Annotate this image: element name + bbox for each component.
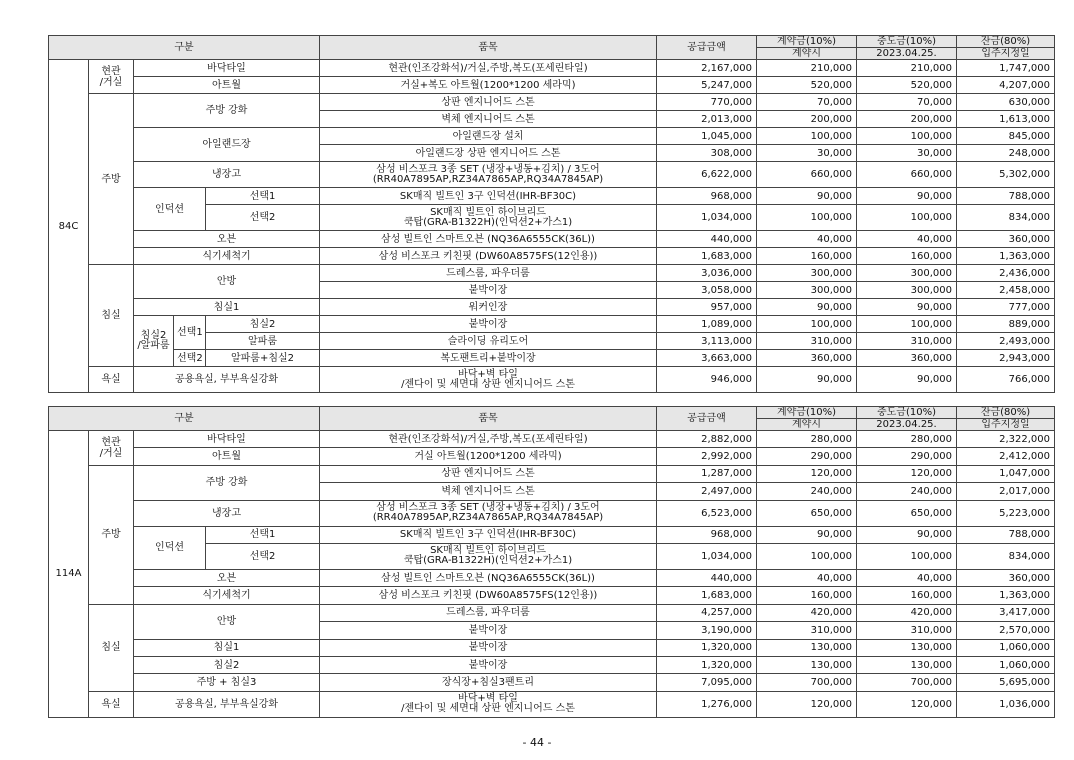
table-cell: 650,000 [757, 500, 857, 526]
table-cell: 90,000 [857, 526, 957, 543]
table-cell: 공용욕실, 부부욕실강화 [134, 691, 320, 717]
option-price-table-114a [48, 406, 1055, 718]
table-cell: 6,622,000 [657, 162, 757, 188]
group-bath: 욕실 [89, 367, 134, 393]
table-cell: 130,000 [757, 639, 857, 656]
table-cell: 바닥타일 [134, 60, 320, 77]
table-cell: 5,695,000 [957, 674, 1055, 691]
table-cell: 바닥+벽 타일 /젠다이 및 세면대 상판 엔지니어드 스톤 [320, 367, 657, 393]
table-cell: 3,663,000 [657, 350, 757, 367]
table-cell: 70,000 [757, 94, 857, 111]
table-cell: 40,000 [857, 231, 957, 248]
table-cell: 2,943,000 [957, 350, 1055, 367]
table-row [49, 188, 1055, 205]
table-cell: 360,000 [957, 231, 1055, 248]
table-cell: 안방 [134, 265, 320, 299]
table-row [49, 299, 1055, 316]
table-cell: 160,000 [857, 248, 957, 265]
table-cell: 1,089,000 [657, 316, 757, 333]
table-cell: 침실2 [206, 316, 320, 333]
table-cell: 650,000 [857, 500, 957, 526]
table-cell: 946,000 [657, 367, 757, 393]
table-cell: 660,000 [757, 162, 857, 188]
header-supply: 공급금액 [657, 407, 757, 431]
table-cell: 상판 엔지니어드 스톤 [320, 465, 657, 482]
table-cell: 1,747,000 [957, 60, 1055, 77]
table-cell: SK매직 빌트인 하이브리드 쿡탑(GRA-B1322H)(인덕션2+가스1) [320, 543, 657, 569]
table-cell: 440,000 [657, 569, 757, 586]
table-cell: 5,302,000 [957, 162, 1055, 188]
table-cell: 1,683,000 [657, 587, 757, 604]
header-middle: 중도금(10%) [857, 407, 957, 419]
table-cell: 130,000 [857, 639, 957, 656]
table-cell: 공용욕실, 부부욕실강화 [134, 367, 320, 393]
table-cell: 침실2 /알파룸 [134, 316, 174, 367]
table-cell: 3,036,000 [657, 265, 757, 282]
table-cell: 선택2 [174, 350, 206, 367]
table-cell: 7,095,000 [657, 674, 757, 691]
table-cell: 드레스룸, 파우더룸 [320, 604, 657, 621]
table-cell: 90,000 [857, 367, 957, 393]
table-cell: 워커인장 [320, 299, 657, 316]
table-cell: SK매직 빌트인 3구 인덕션(IHR-BF30C) [320, 188, 657, 205]
table-cell: 5,247,000 [657, 77, 757, 94]
table-row [49, 448, 1055, 465]
table-cell: 100,000 [757, 128, 857, 145]
table-cell: 300,000 [857, 282, 957, 299]
table-cell: 벽체 엔지니어드 스톤 [320, 111, 657, 128]
table-cell: 968,000 [657, 188, 757, 205]
table-row [49, 248, 1055, 265]
table-row [49, 162, 1055, 188]
table-row [49, 604, 1055, 621]
group-bedroom: 침실 [89, 265, 134, 367]
table-cell: 30,000 [857, 145, 957, 162]
table-cell: 777,000 [957, 299, 1055, 316]
table-cell: 선택1 [174, 316, 206, 350]
table-row [49, 77, 1055, 94]
table-cell: 700,000 [857, 674, 957, 691]
table-cell: 1,287,000 [657, 465, 757, 482]
table-row [49, 94, 1055, 111]
table-cell: 인덕션 [134, 188, 206, 231]
table-cell: 290,000 [857, 448, 957, 465]
table-row [49, 569, 1055, 586]
table-cell: 현관(인조강화석)/거실,주방,복도(포세린타일) [320, 431, 657, 448]
table-cell: 90,000 [757, 299, 857, 316]
header-balance-sub: 입주지정일 [957, 48, 1055, 60]
table-cell: 200,000 [757, 111, 857, 128]
group-entry: 현관 /거실 [89, 431, 134, 466]
header-balance: 잔금(80%) [957, 407, 1055, 419]
table-cell: 3,058,000 [657, 282, 757, 299]
header-balance-sub: 입주지정일 [957, 419, 1055, 431]
table-cell: 100,000 [857, 316, 957, 333]
table-row [49, 231, 1055, 248]
table-cell: 70,000 [857, 94, 957, 111]
table-cell: 1,045,000 [657, 128, 757, 145]
table-cell: 280,000 [757, 431, 857, 448]
table-cell: 630,000 [957, 94, 1055, 111]
table-cell: 90,000 [757, 526, 857, 543]
table-cell: 알파룸 [206, 333, 320, 350]
table-cell: 1,320,000 [657, 656, 757, 673]
table-cell: 700,000 [757, 674, 857, 691]
table-cell: 거실+복도 아트월(1200*1200 세라믹) [320, 77, 657, 94]
header-contract-sub: 계약시 [757, 48, 857, 60]
header-contract: 계약금(10%) [757, 36, 857, 48]
table-cell: 30,000 [757, 145, 857, 162]
table-cell: 957,000 [657, 299, 757, 316]
header-contract: 계약금(10%) [757, 407, 857, 419]
table-cell: 인덕션 [134, 526, 206, 569]
table-cell: 선택1 [206, 526, 320, 543]
table-cell: 770,000 [657, 94, 757, 111]
table-cell: 주방 강화 [134, 94, 320, 128]
table-cell: 바닥+벽 타일 /젠다이 및 세면대 상판 엔지니어드 스톤 [320, 691, 657, 717]
table-cell: 290,000 [757, 448, 857, 465]
table-cell: 1,034,000 [657, 543, 757, 569]
table-cell: 냉장고 [134, 162, 320, 188]
table-row [49, 465, 1055, 482]
table-cell: 알파룸+침실2 [206, 350, 320, 367]
table-cell: 160,000 [857, 587, 957, 604]
table-cell: 248,000 [957, 145, 1055, 162]
table-row [49, 656, 1055, 673]
table-cell: 130,000 [857, 656, 957, 673]
header-middle-sub: 2023.04.25. [857, 48, 957, 60]
table-cell: 2,017,000 [957, 483, 1055, 500]
table-cell: 1,320,000 [657, 639, 757, 656]
table-cell: 4,207,000 [957, 77, 1055, 94]
table-cell: 1,060,000 [957, 639, 1055, 656]
table-row [49, 128, 1055, 145]
table-cell: 식기세척기 [134, 587, 320, 604]
table-cell: 아일랜드장 설치 [320, 128, 657, 145]
table-cell: 40,000 [857, 569, 957, 586]
table-cell: 100,000 [857, 128, 957, 145]
table-cell: 아트월 [134, 448, 320, 465]
table-cell: 210,000 [757, 60, 857, 77]
table-row [49, 691, 1055, 717]
table-cell: 2,882,000 [657, 431, 757, 448]
table-cell: 냉장고 [134, 500, 320, 526]
table-cell: 2,322,000 [957, 431, 1055, 448]
table-cell: 거실 아트월(1200*1200 세라믹) [320, 448, 657, 465]
table-cell: 삼성 빌트인 스마트오븐 (NQ36A6555CK(36L)) [320, 569, 657, 586]
table-row [49, 526, 1055, 543]
table-row [49, 674, 1055, 691]
header-middle: 중도금(10%) [857, 36, 957, 48]
table-cell: 아일랜드장 [134, 128, 320, 162]
table-cell: 100,000 [757, 205, 857, 231]
table-cell: 1,047,000 [957, 465, 1055, 482]
table-cell: 845,000 [957, 128, 1055, 145]
table-cell: 삼성 비스포크 3종 SET (냉장+냉동+김치) / 3도어 (RR40A7895AP,RZ34A7865AP,RQ34A7845AP) [320, 500, 657, 526]
table-cell: 2,167,000 [657, 60, 757, 77]
table-cell: 오븐 [134, 231, 320, 248]
table-cell: 6,523,000 [657, 500, 757, 526]
table-cell: 1,276,000 [657, 691, 757, 717]
table-cell: 420,000 [857, 604, 957, 621]
table-cell: 360,000 [757, 350, 857, 367]
table-cell: 2,458,000 [957, 282, 1055, 299]
header-balance: 잔금(80%) [957, 36, 1055, 48]
table-cell: 2,412,000 [957, 448, 1055, 465]
table-cell: 120,000 [857, 691, 957, 717]
table-cell: 1,363,000 [957, 248, 1055, 265]
table-row [49, 316, 1055, 333]
table-cell: 식기세척기 [134, 248, 320, 265]
table-cell: 90,000 [757, 188, 857, 205]
table-cell: 310,000 [857, 333, 957, 350]
table-cell: 90,000 [857, 299, 957, 316]
table-cell: 889,000 [957, 316, 1055, 333]
table-cell: 침실1 [134, 299, 320, 316]
group-kitchen: 주방 [89, 465, 134, 604]
table-cell: 2,493,000 [957, 333, 1055, 350]
table-cell: 삼성 비스포크 키친핏 (DW60A8575FS(12인용)) [320, 587, 657, 604]
table-cell: 주방 강화 [134, 465, 320, 500]
table-cell: 붙박이장 [320, 316, 657, 333]
table-cell: 310,000 [857, 622, 957, 639]
table-cell: 788,000 [957, 526, 1055, 543]
table-cell: 130,000 [757, 656, 857, 673]
unit-type: 84C [49, 60, 89, 393]
table-cell: 360,000 [957, 569, 1055, 586]
table-cell: 310,000 [757, 333, 857, 350]
table-cell: 오븐 [134, 569, 320, 586]
table-cell: 766,000 [957, 367, 1055, 393]
table-cell: 520,000 [857, 77, 957, 94]
group-kitchen: 주방 [89, 94, 134, 265]
table-row [49, 265, 1055, 282]
table-cell: 선택2 [206, 543, 320, 569]
group-bath: 욕실 [89, 691, 134, 717]
table-cell: 3,190,000 [657, 622, 757, 639]
group-entry: 현관 /거실 [89, 60, 134, 94]
table-cell: 300,000 [757, 265, 857, 282]
table-cell: 660,000 [857, 162, 957, 188]
table-cell: 120,000 [757, 465, 857, 482]
header-item: 품목 [320, 407, 657, 431]
table-cell: 300,000 [757, 282, 857, 299]
table-cell: 240,000 [757, 483, 857, 500]
table-cell: 310,000 [757, 622, 857, 639]
table-cell: 현관(인조강화석)/거실,주방,복도(포세린타일) [320, 60, 657, 77]
table-cell: 834,000 [957, 205, 1055, 231]
table-cell: 2,570,000 [957, 622, 1055, 639]
table-cell: 200,000 [857, 111, 957, 128]
table-row [49, 431, 1055, 448]
table-cell: 상판 엔지니어드 스톤 [320, 94, 657, 111]
table-row [49, 350, 1055, 367]
table-cell: 장식장+침실3팬트리 [320, 674, 657, 691]
table-cell: 280,000 [857, 431, 957, 448]
table-cell: 2,013,000 [657, 111, 757, 128]
table-cell: 5,223,000 [957, 500, 1055, 526]
table-cell: 삼성 빌트인 스마트오븐 (NQ36A6555CK(36L)) [320, 231, 657, 248]
table-cell: 160,000 [757, 587, 857, 604]
table-cell: 100,000 [757, 543, 857, 569]
table-cell: 삼성 비스포크 키친핏 (DW60A8575FS(12인용)) [320, 248, 657, 265]
table-cell: 붙박이장 [320, 656, 657, 673]
table-cell: 1,034,000 [657, 205, 757, 231]
table-cell: 아일랜드장 상판 엔지니어드 스톤 [320, 145, 657, 162]
table-cell: 420,000 [757, 604, 857, 621]
table-cell: 붙박이장 [320, 282, 657, 299]
table-cell: 3,417,000 [957, 604, 1055, 621]
table-cell: 120,000 [757, 691, 857, 717]
table-cell: 440,000 [657, 231, 757, 248]
table-row [49, 639, 1055, 656]
table-cell: 120,000 [857, 465, 957, 482]
table-cell: 90,000 [857, 188, 957, 205]
table-cell: 안방 [134, 604, 320, 639]
table-cell: 침실2 [134, 656, 320, 673]
table-cell: 복도팬트리+붙박이장 [320, 350, 657, 367]
table-cell: 삼성 비스포크 3종 SET (냉장+냉동+김치) / 3도어 (RR40A7895AP,RZ34A7865AP,RQ34A7845AP) [320, 162, 657, 188]
table-cell: 308,000 [657, 145, 757, 162]
table-cell: 드레스룸, 파우더룸 [320, 265, 657, 282]
table-cell: 360,000 [857, 350, 957, 367]
table-cell: 788,000 [957, 188, 1055, 205]
table-cell: 160,000 [757, 248, 857, 265]
table-cell: 1,036,000 [957, 691, 1055, 717]
table-cell: 주방 + 침실3 [134, 674, 320, 691]
table-cell: 40,000 [757, 569, 857, 586]
table-cell: 침실1 [134, 639, 320, 656]
table-cell: 2,436,000 [957, 265, 1055, 282]
table-cell: 240,000 [857, 483, 957, 500]
table-cell: 1,060,000 [957, 656, 1055, 673]
table-cell: 100,000 [857, 205, 957, 231]
table-row [49, 367, 1055, 393]
table-cell: 2,992,000 [657, 448, 757, 465]
table-cell: 슬라이딩 유리도어 [320, 333, 657, 350]
table-cell: SK매직 빌트인 3구 인덕션(IHR-BF30C) [320, 526, 657, 543]
group-bedroom: 침실 [89, 604, 134, 691]
header-category: 구분 [49, 407, 320, 431]
table-cell: 300,000 [857, 265, 957, 282]
table-cell: 968,000 [657, 526, 757, 543]
table-cell: 100,000 [857, 543, 957, 569]
table-cell: 1,363,000 [957, 587, 1055, 604]
table-row [49, 500, 1055, 526]
header-contract-sub: 계약시 [757, 419, 857, 431]
table-cell: 210,000 [857, 60, 957, 77]
table-cell: 520,000 [757, 77, 857, 94]
table-cell: 3,113,000 [657, 333, 757, 350]
table-cell: SK매직 빌트인 하이브리드 쿡탑(GRA-B1322H)(인덕션2+가스1) [320, 205, 657, 231]
header-middle-sub: 2023.04.25. [857, 419, 957, 431]
table-cell: 100,000 [757, 316, 857, 333]
table-cell: 4,257,000 [657, 604, 757, 621]
page-number: - 44 - [522, 736, 552, 749]
table-cell: 1,613,000 [957, 111, 1055, 128]
table-cell: 90,000 [757, 367, 857, 393]
table-row [49, 60, 1055, 77]
table-row [49, 587, 1055, 604]
table-cell: 선택1 [206, 188, 320, 205]
header-category: 구분 [49, 36, 320, 60]
table-cell: 834,000 [957, 543, 1055, 569]
table-cell: 1,683,000 [657, 248, 757, 265]
table-cell: 벽체 엔지니어드 스톤 [320, 483, 657, 500]
header-supply: 공급금액 [657, 36, 757, 60]
table-cell: 아트월 [134, 77, 320, 94]
table-cell: 40,000 [757, 231, 857, 248]
unit-type: 114A [49, 431, 89, 718]
option-price-table-84c [48, 35, 1055, 393]
table-cell: 바닥타일 [134, 431, 320, 448]
header-item: 품목 [320, 36, 657, 60]
table-cell: 2,497,000 [657, 483, 757, 500]
table-cell: 붙박이장 [320, 622, 657, 639]
table-cell: 붙박이장 [320, 639, 657, 656]
table-cell: 선택2 [206, 205, 320, 231]
